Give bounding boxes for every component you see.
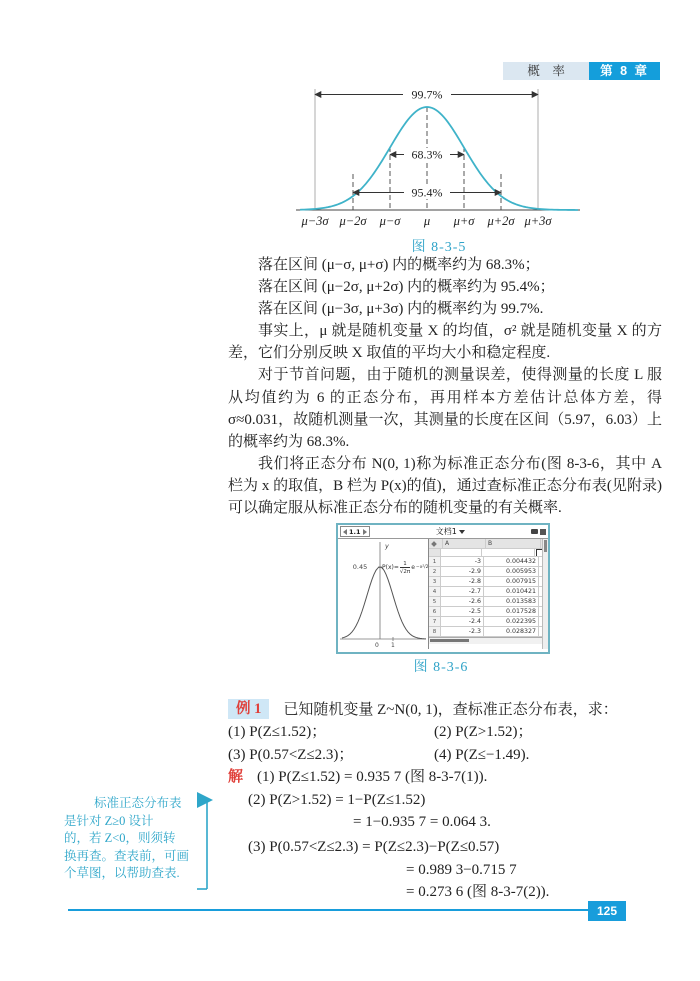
cell-a: -2.8 bbox=[441, 577, 484, 587]
question-row-2 bbox=[228, 744, 664, 766]
figure-8-3-6-calculator bbox=[336, 523, 550, 654]
column-header-a: A bbox=[443, 539, 486, 549]
row-number: 1 bbox=[429, 557, 441, 567]
paragraph-interval-3sigma: 落在区间 (μ−3σ, μ+3σ) 内的概率约为 99.7%. bbox=[258, 301, 544, 318]
paragraph-mean-variance: 事实上，μ 就是随机变量 X 的均值，σ² 就是随机变量 X 的方差，它们分别反映 X 取值的平均大小和稳定程度. bbox=[228, 323, 662, 362]
calculator-tab bbox=[340, 526, 370, 537]
formula-row-b bbox=[482, 549, 535, 557]
calculator-spreadsheet bbox=[429, 539, 548, 649]
formula-numerator: 1 bbox=[403, 561, 407, 567]
cell-b: 0.013583 bbox=[484, 597, 539, 607]
cell-b: 0.017528 bbox=[484, 607, 539, 617]
example-badge: 例 1 bbox=[228, 699, 269, 719]
sheet-corner-diamond-icon bbox=[431, 541, 437, 547]
row-number: 7 bbox=[429, 617, 441, 627]
page-header bbox=[503, 62, 660, 80]
main-text-column bbox=[228, 254, 662, 519]
margin-note-line: 换再查。查表前，可画 bbox=[64, 848, 190, 863]
solution-line-1 bbox=[228, 766, 664, 788]
figure-8-3-5-caption: 图 8-3-5 bbox=[411, 240, 467, 255]
calculator-doc-title bbox=[370, 526, 531, 537]
table-row bbox=[429, 577, 548, 587]
table-row bbox=[429, 607, 548, 617]
paragraph-interval-2sigma: 落在区间 (μ−2σ, μ+2σ) 内的概率约为 95.4%； bbox=[258, 279, 555, 296]
tick-mu-plus-2sigma: μ+2σ bbox=[487, 214, 515, 228]
example-1-block bbox=[228, 699, 664, 904]
margin-note bbox=[64, 795, 202, 883]
figure-8-3-6-caption: 图 8-3-6 bbox=[413, 660, 469, 675]
row-number: 8 bbox=[429, 627, 441, 637]
table-row bbox=[429, 587, 548, 597]
calc-pdf-formula bbox=[382, 561, 429, 575]
paragraph-interval-1sigma: 落在区间 (μ−σ, μ+σ) 内的概率约为 68.3%； bbox=[258, 257, 540, 273]
calculator-status-icons bbox=[531, 529, 546, 535]
calculator-tab-label: 1.1 bbox=[349, 527, 361, 536]
calc-x-zero-label: 0 bbox=[375, 642, 379, 649]
cell-b: 0.022395 bbox=[484, 617, 539, 627]
solution-label: 解 bbox=[228, 769, 244, 786]
margin-note-line: 标准正态分布表 bbox=[94, 796, 182, 810]
cell-b: 0.010421 bbox=[484, 587, 539, 597]
question-row-1 bbox=[228, 721, 664, 743]
normal-curve-diagram bbox=[294, 86, 584, 234]
solution-line-2b: = 1−0.935 7 = 0.064 3. bbox=[353, 814, 491, 831]
example-intro: 已知随机变量 Z~N(0, 1)，查标准正态分布表，求： bbox=[283, 702, 618, 718]
table-row bbox=[429, 567, 548, 577]
calculator-titlebar bbox=[338, 525, 548, 539]
cell-a: -2.9 bbox=[441, 567, 484, 577]
paragraph-standard-normal: 我们将正态分布 N(0, 1)称为标准正态分布(图 8-3-6，其中 A 栏为 x 的取值，B 栏为 P(x)的值)，通过查标准正态分布表(见附录)可以确定服从标准正态分布的随机变量的有关概率. bbox=[228, 455, 662, 517]
row-number: 2 bbox=[429, 567, 441, 577]
header-subject: 概 率 bbox=[503, 62, 589, 80]
sheet-corner bbox=[429, 539, 443, 549]
cell-a: -2.6 bbox=[441, 597, 484, 607]
tick-mu-minus-sigma: μ−σ bbox=[379, 214, 401, 228]
question-3: (3) P(0.57<Z≤2.3)； bbox=[228, 746, 354, 763]
vertical-scrollbar[interactable] bbox=[542, 539, 548, 649]
cell-b: 0.028327 bbox=[484, 627, 539, 637]
question-4: (4) P(Z≤−1.49). bbox=[434, 746, 530, 763]
solution-line-3b: = 0.989 3−0.715 7 bbox=[406, 861, 517, 878]
cell-a: -2.7 bbox=[441, 587, 484, 597]
example-heading bbox=[228, 699, 664, 721]
formula-row-a bbox=[441, 549, 482, 557]
calc-ymax-label: 0.45 bbox=[352, 563, 368, 571]
label-95-4: 95.4% bbox=[411, 185, 443, 200]
formula-denominator: √2π bbox=[399, 568, 411, 575]
calculator-graph bbox=[338, 539, 428, 649]
solution-line-3c: = 0.273 6 (图 8-3-7(2)). bbox=[406, 884, 550, 901]
chevron-left-icon bbox=[343, 529, 347, 535]
cell-a: -2.4 bbox=[441, 617, 484, 627]
question-1: (1) P(Z≤1.52)； bbox=[228, 724, 327, 741]
solution-1-text: (1) P(Z≤1.52) = 0.935 7 (图 8-3-7(1)). bbox=[257, 769, 488, 786]
battery-icon bbox=[531, 529, 538, 534]
row-number: 6 bbox=[429, 607, 441, 617]
question-2: (2) P(Z>1.52)； bbox=[434, 724, 533, 741]
footer-rule bbox=[68, 909, 590, 911]
cell-a: -2.3 bbox=[441, 627, 484, 637]
calc-y-axis-label: y bbox=[385, 542, 389, 550]
calculator-graph-pane bbox=[338, 539, 429, 649]
calc-gaussian-curve bbox=[342, 567, 426, 639]
sheet-header-row bbox=[429, 539, 548, 549]
cell-a: -2.5 bbox=[441, 607, 484, 617]
paragraph-measurement-problem: 对于节首问题，由于随机的测量误差，使得测量的长度 L 服从均值约为 6 的正态分布，再用样本方差估计总体方差，得 σ≈0.031，故随机测量一次，其测量的长度在区间（5.97，6.03）上的概率约为 68.3%. bbox=[228, 367, 662, 450]
label-68-3: 68.3% bbox=[411, 147, 443, 162]
table-row bbox=[429, 557, 548, 567]
tick-mu-plus-3sigma: μ+3σ bbox=[524, 214, 552, 228]
tick-mu: μ bbox=[423, 214, 431, 228]
sheet-formula-row bbox=[429, 549, 548, 557]
chevron-down-icon bbox=[459, 530, 465, 534]
formula-lead: P(x)= bbox=[382, 564, 399, 572]
margin-note-flag-icon bbox=[196, 792, 214, 894]
doc-title-text: 文档1 bbox=[435, 527, 457, 536]
cell-b: 0.007915 bbox=[484, 577, 539, 587]
close-icon bbox=[540, 529, 546, 535]
formula-exponent: −x²/2 bbox=[415, 565, 429, 571]
column-header-b: B bbox=[486, 539, 541, 549]
tick-mu-plus-sigma: μ+σ bbox=[453, 214, 475, 228]
tick-mu-minus-3sigma: μ−3σ bbox=[301, 214, 329, 228]
row-number: 4 bbox=[429, 587, 441, 597]
formula-e: e bbox=[411, 564, 415, 572]
horizontal-scrollbar[interactable] bbox=[429, 637, 543, 644]
row-number: 3 bbox=[429, 577, 441, 587]
header-chapter-badge: 第 8 章 bbox=[589, 62, 660, 80]
formula-row-corner bbox=[429, 549, 441, 557]
table-row bbox=[429, 627, 548, 637]
scrollbar-thumb[interactable] bbox=[544, 540, 547, 552]
figure-8-3-5 bbox=[294, 86, 584, 234]
table-row bbox=[429, 597, 548, 607]
margin-note-line: 个草图，以帮助查表. bbox=[64, 866, 180, 880]
row-number: 5 bbox=[429, 597, 441, 607]
table-row bbox=[429, 617, 548, 627]
calculator-body bbox=[338, 539, 548, 649]
chevron-right-icon bbox=[363, 529, 367, 535]
tick-mu-minus-2sigma: μ−2σ bbox=[339, 214, 367, 228]
calc-x-one-label: 1 bbox=[391, 642, 395, 649]
cell-b: 0.004432 bbox=[484, 557, 539, 567]
cell-b: 0.005953 bbox=[484, 567, 539, 577]
margin-note-line: 的，若 Z<0，则须转 bbox=[64, 831, 176, 845]
scrollbar-thumb[interactable] bbox=[430, 639, 469, 642]
cell-a: -3 bbox=[441, 557, 484, 567]
solution-line-3a: (3) P(0.57<Z≤2.3) = P(Z≤2.3)−P(Z≤0.57) bbox=[248, 839, 500, 856]
solution-line-2a: (2) P(Z>1.52) = 1−P(Z≤1.52) bbox=[248, 791, 426, 808]
formula-fraction bbox=[400, 561, 410, 575]
label-99-7: 99.7% bbox=[411, 87, 443, 102]
margin-note-line: 是针对 Z≥0 设计 bbox=[64, 813, 154, 828]
page-number-badge: 125 bbox=[588, 901, 626, 921]
